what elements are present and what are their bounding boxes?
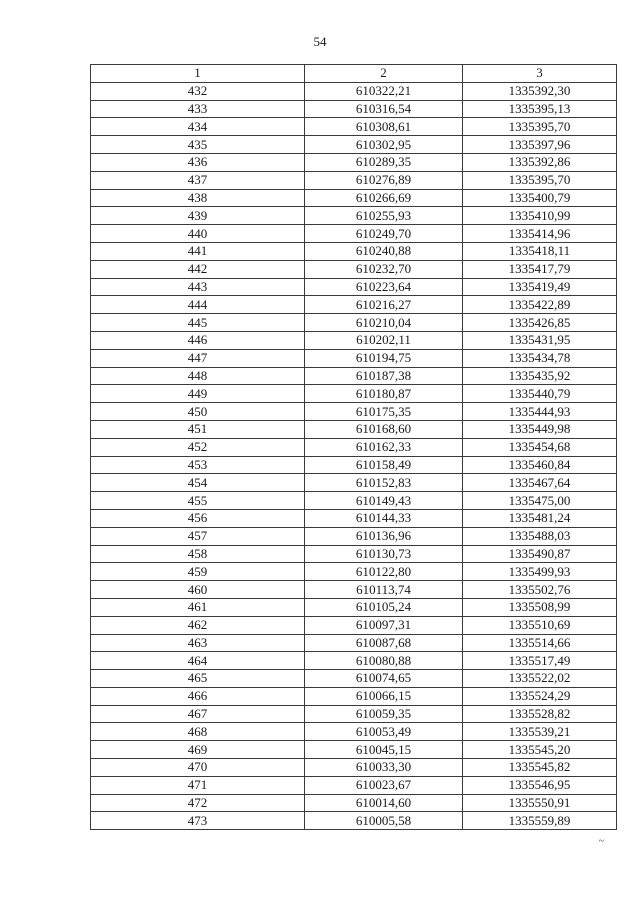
x-coordinate-cell: 610158,49 (305, 456, 463, 474)
table-row (91, 456, 617, 474)
column-header-2: 2 (305, 65, 463, 83)
x-coordinate-cell: 610144,33 (305, 509, 463, 527)
x-coordinate-cell: 610308,61 (305, 118, 463, 136)
table-row (91, 207, 617, 225)
x-coordinate-cell: 610210,04 (305, 314, 463, 332)
x-coordinate-cell: 610175,35 (305, 403, 463, 421)
point-number-cell: 439 (91, 207, 305, 225)
point-number-cell: 472 (91, 794, 305, 812)
x-coordinate-cell: 610087,68 (305, 634, 463, 652)
table-row (91, 118, 617, 136)
table-row (91, 100, 617, 118)
point-number-cell: 454 (91, 474, 305, 492)
table-row (91, 153, 617, 171)
y-coordinate-cell: 1335418,11 (463, 242, 617, 260)
x-coordinate-cell: 610097,31 (305, 616, 463, 634)
y-coordinate-cell: 1335490,87 (463, 545, 617, 563)
y-coordinate-cell: 1335414,96 (463, 225, 617, 243)
point-number-cell: 455 (91, 492, 305, 510)
y-coordinate-cell: 1335475,00 (463, 492, 617, 510)
point-number-cell: 445 (91, 314, 305, 332)
table-row (91, 598, 617, 616)
point-number-cell: 438 (91, 189, 305, 207)
table-header (91, 65, 617, 83)
table-row (91, 776, 617, 794)
y-coordinate-cell: 1335508,99 (463, 598, 617, 616)
y-coordinate-cell: 1335559,89 (463, 812, 617, 830)
x-coordinate-cell: 610005,58 (305, 812, 463, 830)
point-number-cell: 461 (91, 598, 305, 616)
point-number-cell: 464 (91, 652, 305, 670)
y-coordinate-cell: 1335550,91 (463, 794, 617, 812)
point-number-cell: 440 (91, 225, 305, 243)
table-row (91, 403, 617, 421)
point-number-cell: 451 (91, 420, 305, 438)
table-row (91, 367, 617, 385)
y-coordinate-cell: 1335434,78 (463, 349, 617, 367)
x-coordinate-cell: 610240,88 (305, 242, 463, 260)
x-coordinate-cell: 610202,11 (305, 331, 463, 349)
x-coordinate-cell: 610152,83 (305, 474, 463, 492)
x-coordinate-cell: 610130,73 (305, 545, 463, 563)
point-number-cell: 459 (91, 563, 305, 581)
y-coordinate-cell: 1335431,95 (463, 331, 617, 349)
y-coordinate-cell: 1335517,49 (463, 652, 617, 670)
x-coordinate-cell: 610023,67 (305, 776, 463, 794)
x-coordinate-cell: 610216,27 (305, 296, 463, 314)
table-row (91, 296, 617, 314)
table-row (91, 545, 617, 563)
table-row (91, 741, 617, 759)
table-row (91, 82, 617, 100)
table-row (91, 136, 617, 154)
y-coordinate-cell: 1335488,03 (463, 527, 617, 545)
y-coordinate-cell: 1335392,30 (463, 82, 617, 100)
y-coordinate-cell: 1335546,95 (463, 776, 617, 794)
x-coordinate-cell: 610187,38 (305, 367, 463, 385)
point-number-cell: 458 (91, 545, 305, 563)
y-coordinate-cell: 1335397,96 (463, 136, 617, 154)
x-coordinate-cell: 610302,95 (305, 136, 463, 154)
y-coordinate-cell: 1335426,85 (463, 314, 617, 332)
x-coordinate-cell: 610045,15 (305, 741, 463, 759)
y-coordinate-cell: 1335435,92 (463, 367, 617, 385)
x-coordinate-cell: 610266,69 (305, 189, 463, 207)
y-coordinate-cell: 1335444,93 (463, 403, 617, 421)
y-coordinate-cell: 1335419,49 (463, 278, 617, 296)
point-number-cell: 468 (91, 723, 305, 741)
point-number-cell: 463 (91, 634, 305, 652)
y-coordinate-cell: 1335449,98 (463, 420, 617, 438)
table-row (91, 420, 617, 438)
point-number-cell: 446 (91, 331, 305, 349)
point-number-cell: 443 (91, 278, 305, 296)
x-coordinate-cell: 610080,88 (305, 652, 463, 670)
point-number-cell: 467 (91, 705, 305, 723)
table-row (91, 474, 617, 492)
x-coordinate-cell: 610232,70 (305, 260, 463, 278)
point-number-cell: 456 (91, 509, 305, 527)
y-coordinate-cell: 1335545,82 (463, 759, 617, 777)
x-coordinate-cell: 610223,64 (305, 278, 463, 296)
table-row (91, 260, 617, 278)
page-number: 54 (313, 34, 327, 49)
table-row (91, 759, 617, 777)
table-body (91, 82, 617, 829)
x-coordinate-cell: 610168,60 (305, 420, 463, 438)
table-row (91, 616, 617, 634)
y-coordinate-cell: 1335539,21 (463, 723, 617, 741)
y-coordinate-cell: 1335481,24 (463, 509, 617, 527)
x-coordinate-cell: 610249,70 (305, 225, 463, 243)
point-number-cell: 433 (91, 100, 305, 118)
point-number-cell: 448 (91, 367, 305, 385)
x-coordinate-cell: 610033,30 (305, 759, 463, 777)
point-number-cell: 452 (91, 438, 305, 456)
y-coordinate-cell: 1335514,66 (463, 634, 617, 652)
point-number-cell: 437 (91, 171, 305, 189)
point-number-cell: 470 (91, 759, 305, 777)
y-coordinate-cell: 1335395,13 (463, 100, 617, 118)
point-number-cell: 453 (91, 456, 305, 474)
point-number-cell: 462 (91, 616, 305, 634)
x-coordinate-cell: 610074,65 (305, 670, 463, 688)
point-number-cell: 450 (91, 403, 305, 421)
coordinates-table (90, 64, 617, 830)
table-row (91, 794, 617, 812)
table-row (91, 670, 617, 688)
y-coordinate-cell: 1335528,82 (463, 705, 617, 723)
y-coordinate-cell: 1335460,84 (463, 456, 617, 474)
table-row (91, 438, 617, 456)
x-coordinate-cell: 610180,87 (305, 385, 463, 403)
x-coordinate-cell: 610276,89 (305, 171, 463, 189)
y-coordinate-cell: 1335454,68 (463, 438, 617, 456)
point-number-cell: 447 (91, 349, 305, 367)
table-row (91, 652, 617, 670)
table-row (91, 171, 617, 189)
point-number-cell: 457 (91, 527, 305, 545)
point-number-cell: 473 (91, 812, 305, 830)
x-coordinate-cell: 610059,35 (305, 705, 463, 723)
x-coordinate-cell: 610066,15 (305, 687, 463, 705)
x-coordinate-cell: 610255,93 (305, 207, 463, 225)
y-coordinate-cell: 1335499,93 (463, 563, 617, 581)
point-number-cell: 449 (91, 385, 305, 403)
point-number-cell: 434 (91, 118, 305, 136)
x-coordinate-cell: 610136,96 (305, 527, 463, 545)
table-row (91, 705, 617, 723)
y-coordinate-cell: 1335502,76 (463, 581, 617, 599)
table-row (91, 563, 617, 581)
y-coordinate-cell: 1335522,02 (463, 670, 617, 688)
x-coordinate-cell: 610053,49 (305, 723, 463, 741)
x-coordinate-cell: 610194,75 (305, 349, 463, 367)
table-row (91, 581, 617, 599)
table-row (91, 189, 617, 207)
table-row (91, 509, 617, 527)
point-number-cell: 469 (91, 741, 305, 759)
y-coordinate-cell: 1335467,64 (463, 474, 617, 492)
table-row (91, 527, 617, 545)
column-header-3: 3 (463, 65, 617, 83)
table-row (91, 242, 617, 260)
point-number-cell: 436 (91, 153, 305, 171)
y-coordinate-cell: 1335422,89 (463, 296, 617, 314)
y-coordinate-cell: 1335510,69 (463, 616, 617, 634)
point-number-cell: 460 (91, 581, 305, 599)
y-coordinate-cell: 1335410,99 (463, 207, 617, 225)
x-coordinate-cell: 610162,33 (305, 438, 463, 456)
x-coordinate-cell: 610322,21 (305, 82, 463, 100)
y-coordinate-cell: 1335417,79 (463, 260, 617, 278)
x-coordinate-cell: 610122,80 (305, 563, 463, 581)
point-number-cell: 432 (91, 82, 305, 100)
point-number-cell: 444 (91, 296, 305, 314)
table-row (91, 349, 617, 367)
y-coordinate-cell: 1335395,70 (463, 118, 617, 136)
x-coordinate-cell: 610113,74 (305, 581, 463, 599)
y-coordinate-cell: 1335400,79 (463, 189, 617, 207)
scan-mark: ~ (598, 836, 604, 847)
x-coordinate-cell: 610105,24 (305, 598, 463, 616)
point-number-cell: 465 (91, 670, 305, 688)
table-row (91, 634, 617, 652)
table-row (91, 225, 617, 243)
y-coordinate-cell: 1335392,86 (463, 153, 617, 171)
point-number-cell: 471 (91, 776, 305, 794)
y-coordinate-cell: 1335545,20 (463, 741, 617, 759)
point-number-cell: 442 (91, 260, 305, 278)
table-row (91, 687, 617, 705)
table-row (91, 723, 617, 741)
table-row (91, 492, 617, 510)
x-coordinate-cell: 610289,35 (305, 153, 463, 171)
header-row (91, 65, 617, 83)
table-row (91, 812, 617, 830)
x-coordinate-cell: 610014,60 (305, 794, 463, 812)
y-coordinate-cell: 1335395,70 (463, 171, 617, 189)
column-header-1: 1 (91, 65, 305, 83)
table-row (91, 278, 617, 296)
point-number-cell: 466 (91, 687, 305, 705)
x-coordinate-cell: 610316,54 (305, 100, 463, 118)
point-number-cell: 435 (91, 136, 305, 154)
y-coordinate-cell: 1335524,29 (463, 687, 617, 705)
y-coordinate-cell: 1335440,79 (463, 385, 617, 403)
x-coordinate-cell: 610149,43 (305, 492, 463, 510)
table-row (91, 314, 617, 332)
table-row (91, 331, 617, 349)
table-row (91, 385, 617, 403)
point-number-cell: 441 (91, 242, 305, 260)
